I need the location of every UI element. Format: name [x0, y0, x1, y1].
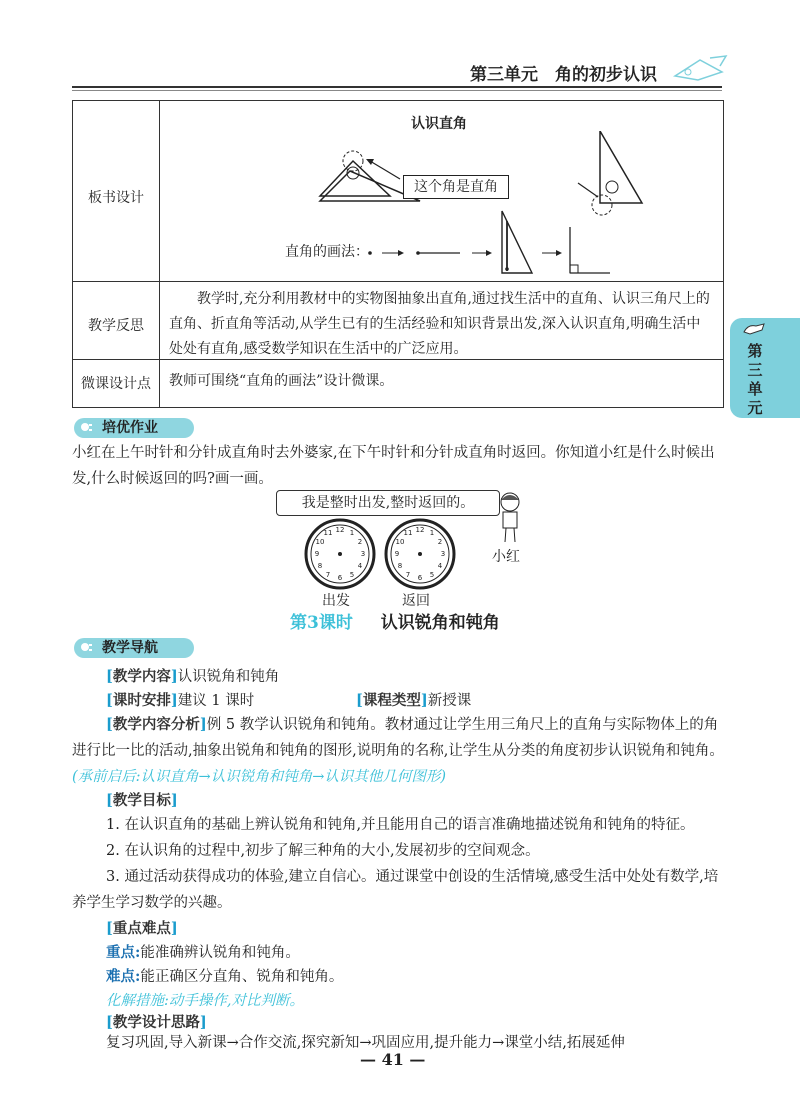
difficulty-label: 难点: — [106, 968, 141, 985]
lesson-heading — [290, 608, 500, 633]
svg-text:12: 12 — [335, 526, 345, 534]
hand-pencil-icon — [742, 320, 766, 338]
dashed-circle-right — [592, 195, 612, 215]
svg-text:6: 6 — [337, 574, 343, 582]
svg-text:10: 10 — [315, 538, 325, 546]
design-heading: [教学设计思路] — [106, 1014, 207, 1031]
key-point-label: 重点: — [106, 944, 141, 961]
right-angle-callout: 这个角是直角 — [403, 175, 509, 199]
schedule-label: 课时安排 — [112, 692, 171, 709]
lesson-number: 3 — [307, 613, 319, 633]
homework-question: 小红在上午时针和分针成直角时去外婆家,在下午时针和分针成直角时返回。你知道小红是什么时候出发,什么时候返回的吗?画一画。 — [72, 445, 715, 487]
analysis-text: 例 5 教学认识锐角和钝角。教材通过让学生用三角尺上的直角与实际物体上的角进行比一比的活动,抽象出锐角和钝角的图形,说明角的名称,让学生从分类的角度初步认识锐角和钝角。 — [72, 717, 724, 759]
type-label: 课程类型 — [362, 692, 421, 709]
header-rule-thin — [72, 90, 722, 91]
svg-text:10: 10 — [395, 538, 405, 546]
lesson-suffix: 课时 — [318, 613, 353, 633]
key-point-line — [72, 940, 726, 966]
lesson-title: 认识锐角和钝角 — [380, 613, 500, 633]
homework-badge-label: 培优作业 — [102, 420, 158, 436]
return-label: 返回 — [402, 593, 430, 609]
analysis-note: (承前启后:认识直角→认识锐角和钝角→认识其他几何图形) — [72, 769, 446, 785]
solution-line: 化解措施:动手操作,对比判断。 — [106, 993, 304, 1009]
svg-text:3: 3 — [440, 550, 446, 558]
svg-text:4: 4 — [357, 562, 363, 570]
goal-3: 3. 通过活动获得成功的体验,建立自信心。通过课堂中创设的生活情境,感受生活中处处有数学,培养学生学习数学的兴趣。 — [72, 869, 719, 911]
svg-text:4: 4 — [437, 562, 443, 570]
svg-text:2: 2 — [437, 538, 443, 546]
type-value: 新授课 — [427, 693, 472, 709]
row-label-micro-lesson: 微课设计点 — [81, 376, 151, 392]
svg-text:11: 11 — [403, 529, 413, 537]
goals-heading: [教学目标] — [106, 792, 178, 809]
clock-departure — [304, 518, 376, 590]
svg-text:5: 5 — [429, 571, 435, 579]
triangle-ruler-right — [600, 131, 642, 203]
row-label-board-design: 板书设计 — [88, 190, 144, 206]
bulb-icon — [80, 421, 94, 435]
guide-badge — [74, 638, 194, 658]
schedule-line: [课时安排]建议 1 课时 [课程类型]新授课 — [106, 692, 472, 709]
svg-text:12: 12 — [415, 526, 425, 534]
design-label: 教学设计思路 — [112, 1014, 200, 1031]
key-point-text: 能准确辨认锐角和钝角。 — [140, 945, 300, 961]
svg-text:7: 7 — [405, 571, 411, 579]
girl-xiaohong-illustration — [490, 490, 530, 546]
svg-text:9: 9 — [314, 550, 320, 558]
board-design-title: 认识直角 — [411, 116, 467, 132]
svg-text:3: 3 — [360, 550, 366, 558]
content-value: 认识锐角和钝角 — [177, 669, 280, 685]
svg-text:8: 8 — [317, 562, 323, 570]
analysis-paragraph: [教学内容分析]例 5 教学认识锐角和钝角。教材通过让学生用三角尺上的直角与实际物体上的角进行比一比的活动,抽象出锐角和钝角的图形,说明角的名称,让学生从分类的角度初步认识锐角和钝角。(承前启后:认识直角→认识锐角和钝角→认识其他几何图形) — [72, 716, 724, 785]
person-name: 小红 — [492, 549, 520, 565]
goal-2: 2. 在认识角的过程中,初步了解三种角的大小,发展初步的空间观念。 — [106, 843, 540, 859]
board-design-diagram — [160, 131, 720, 281]
svg-text:9: 9 — [394, 550, 400, 558]
page-number: — 41 — — [360, 1050, 426, 1069]
svg-text:1: 1 — [349, 529, 355, 537]
header-rule — [72, 86, 722, 88]
goal-1: 1. 在认识直角的基础上辨认锐角和钝角,并且能用自己的语言准确地描述锐角和钝角的特征。 — [106, 817, 695, 833]
difficulty-text: 能正确区分直角、锐角和钝角。 — [140, 969, 344, 985]
guide-badge-label: 教学导航 — [102, 640, 158, 656]
micro-lesson-text: 教师可围绕“直角的画法”设计微课。 — [169, 373, 394, 389]
reflection-text: 教学时,充分利用教材中的实物图抽象出直角,通过找生活中的直角、认识三角尺上的直角、折直角等活动,从学生已有的生活经验和知识背景出发,深入认识直角,明确生活中处处有直角,感受数学知识在生活中的广泛应用。 — [169, 291, 710, 357]
unit-title: 第三单元 角的初步认识 — [470, 65, 657, 85]
content-line: [教学内容]认识锐角和钝角 — [106, 668, 280, 685]
bulb-icon — [80, 641, 94, 655]
side-tab-label: 第三单元 — [747, 342, 763, 417]
svg-text:7: 7 — [325, 571, 331, 579]
analysis-label: 教学内容分析 — [112, 716, 200, 733]
svg-text:5: 5 — [349, 571, 355, 579]
svg-text:11: 11 — [323, 529, 333, 537]
svg-text:8: 8 — [397, 562, 403, 570]
difficulty-line — [72, 964, 726, 990]
drawing-method-label: 直角的画法： — [285, 244, 369, 260]
homework-badge — [74, 418, 194, 438]
lesson-table — [72, 100, 724, 408]
lesson-prefix: 第 — [290, 613, 307, 633]
svg-text:2: 2 — [357, 538, 363, 546]
key-heading: [重点难点] — [106, 920, 178, 937]
key-label: 重点难点 — [112, 920, 171, 937]
row-label-reflection: 教学反思 — [88, 318, 144, 334]
pencil-decoration-icon — [670, 52, 730, 84]
clock-return — [384, 518, 456, 590]
svg-text:1: 1 — [429, 529, 435, 537]
svg-text:6: 6 — [417, 574, 423, 582]
speech-bubble: 我是整时出发,整时返回的。 — [276, 490, 500, 516]
departure-label: 出发 — [322, 593, 350, 609]
content-label: 教学内容 — [112, 668, 171, 685]
design-text: 复习巩固,导入新课→合作交流,探究新知→巩固应用,提升能力→课堂小结,拓展延伸 — [106, 1035, 625, 1051]
schedule-value: 建议 1 课时 — [177, 693, 255, 709]
goals-label: 教学目标 — [112, 792, 171, 809]
